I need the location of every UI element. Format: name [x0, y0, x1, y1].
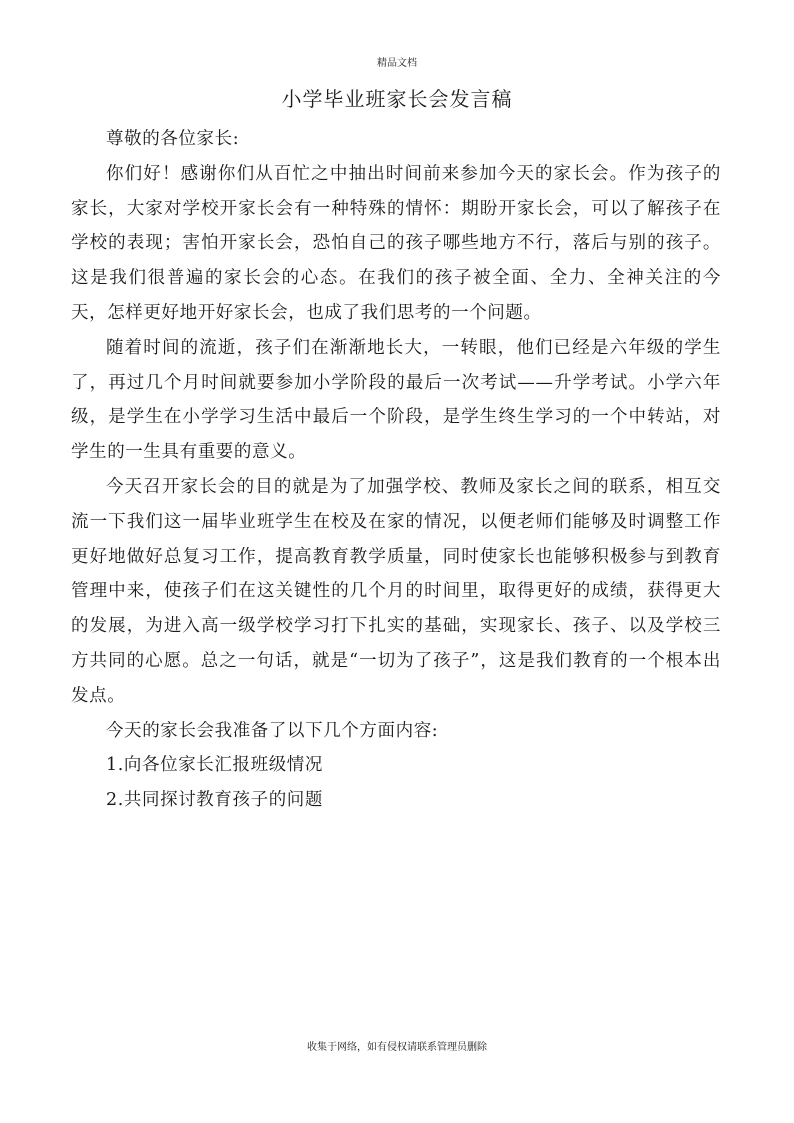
document-body — [71, 122, 721, 818]
paragraph-agenda-intro: 今天的家长会我准备了以下几个方面内容: — [106, 720, 439, 741]
paragraph-purpose: 今天召开家长会的目的就是为了加强学校、教师及家长之间的联系，相互交流一下我们这一届毕业班学生在校及在家的情况，以便老师们能够及时调整工作更好地做好总复习工作，提高教育教学质量，同时使家长也能够积极参与到教育管理中来，使孩子们在这关键性的几个月的时间里，取得更好的成绩，获得更大的发展，为进入高一级学校学习打下扎实的基础，实现家长、孩子、以及学校三方共同的心愿。总之一句话，就是“一切为了孩子”，这是我们教育的一个根本出发点。 — [71, 476, 721, 706]
list-item: 2.共同探讨教育孩子的问题 — [106, 790, 323, 811]
salutation: 尊敬的各位家长: — [106, 129, 240, 149]
paragraph-sixth-grade: 随着时间的流逝，孩子们在渐渐地长大，一转眼，他们已经是六年级的学生了，再过几个月时间就要参加小学阶段的最后一次考试——升学考试。小学六年级，是学生在小学学习生活中最后一个阶段，是学生终生学习的一个中转站，对学生的一生具有重要的意义。 — [71, 337, 721, 463]
page-header: 精品文档 — [377, 58, 417, 69]
page-footer: 收集于网络，如有侵权请联系管理员删除 — [307, 1042, 487, 1053]
document-title: 小学毕业班家长会发言稿 — [281, 87, 513, 111]
paragraph-greeting: 你们好！感谢你们从百忙之中抽出时间前来参加今天的家长会。作为孩子的家长，大家对学校开家长会有一种特殊的情怀：期盼开家长会，可以了解孩子在学校的表现；害怕开家长会，恐怕自己的孩子哪些地方不行，落后与别的孩子。这是我们很普遍的家长会的心态。在我们的孩子被全面、全力、全神关注的今天，怎样更好地开好家长会，也成了我们思考的一个问题。 — [71, 163, 721, 323]
list-item: 1.向各位家长汇报班级情况 — [106, 755, 323, 776]
